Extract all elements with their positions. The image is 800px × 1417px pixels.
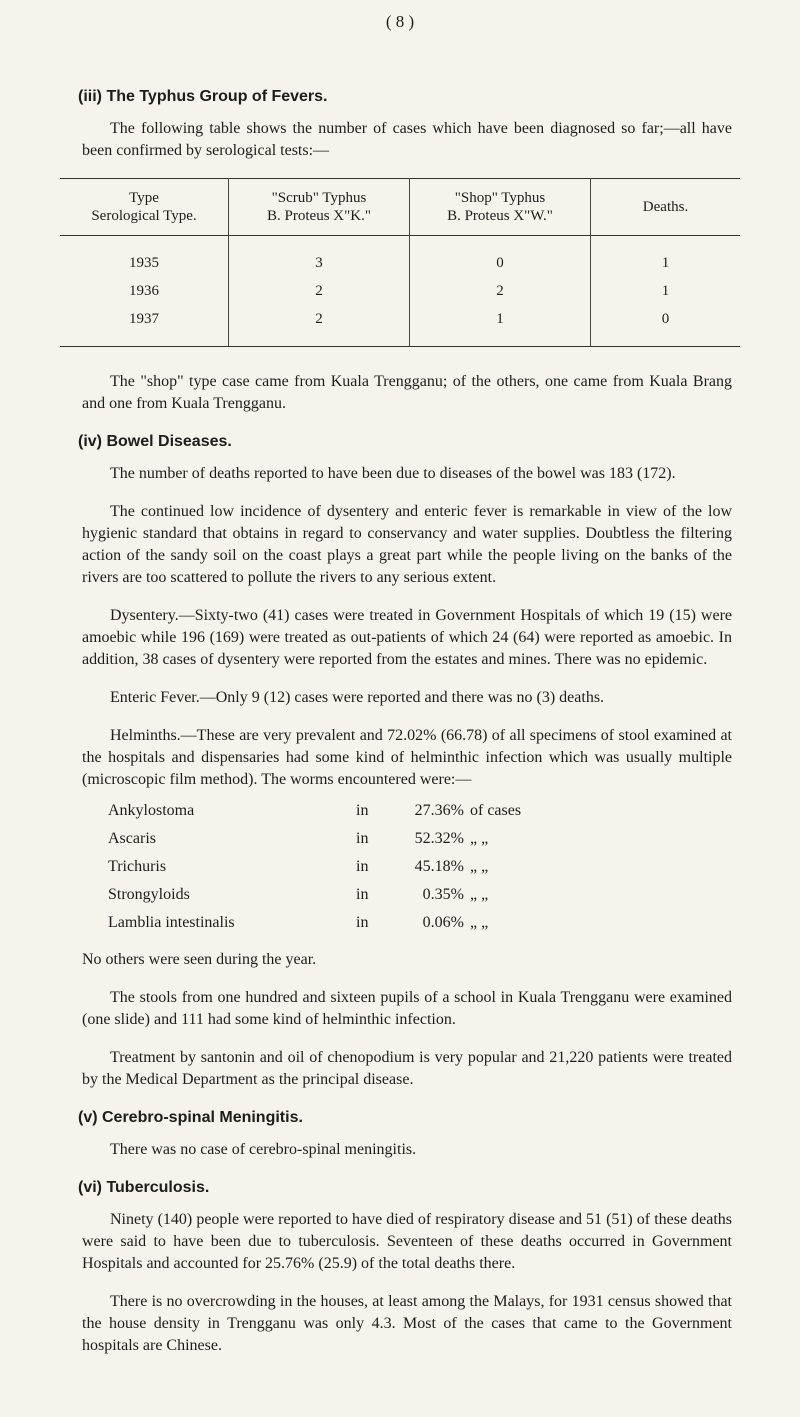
worm-in: in <box>356 886 369 903</box>
meningitis-heading: (v) Cerebro-spinal Meningitis. <box>78 1109 303 1126</box>
cell-scrub: 2 <box>229 305 410 347</box>
worm-percent: 45.18% <box>414 858 464 875</box>
header-type-line2: Serological Type. <box>91 208 197 224</box>
worm-name: Ankylostoma <box>108 802 195 819</box>
treatment-paragraph: Treatment by santonin and oil of chenopodium is very popular and 21,220 patients were treated by the Medical Department as the principal disease. <box>82 1049 732 1088</box>
worm-in: in <box>356 830 369 847</box>
page-content <box>78 86 732 1373</box>
header-scrub-line2: B. Proteus X"K." <box>267 208 371 224</box>
worm-percent: 0.35% <box>422 886 464 903</box>
header-scrub <box>229 179 410 236</box>
cell-shop: 0 <box>410 236 591 278</box>
cell-year: 1935 <box>60 236 229 278</box>
list-item <box>108 825 550 853</box>
worm-name: Trichuris <box>108 858 167 875</box>
bowel-heading: (iv) Bowel Diseases. <box>78 433 232 450</box>
page-number: ( 8 ) <box>385 12 415 31</box>
worm-percent: 27.36% <box>414 802 464 819</box>
header-shop-line2: B. Proteus X"W." <box>447 208 553 224</box>
typhus-cases-table <box>60 178 740 347</box>
school-stools-paragraph: The stools from one hundred and sixteen pupils of a school in Kuala Trengganu were examined (one slide) and 111 had some kind of helminthic infection. <box>82 989 732 1028</box>
cell-year: 1937 <box>60 305 229 347</box>
cell-deaths: 1 <box>661 283 670 299</box>
table-header-row <box>60 179 740 236</box>
helminths-paragraph: Helminths.—These are very prevalent and 72.02% (66.78) of all specimens of stool examined at the hospitals and dispensaries had some kind of helminthic infection which was usually multiple (microscopic film method). The worms encountered were:— <box>82 727 732 788</box>
list-item <box>108 853 550 881</box>
header-type <box>60 179 229 236</box>
cell-deaths: 1 <box>661 255 670 271</box>
worm-unit: „ „ <box>470 830 489 847</box>
meningitis-paragraph: There was no case of cerebro-spinal meningitis. <box>110 1141 417 1158</box>
bowel-paragraph: The number of deaths reported to have been due to diseases of the bowel was 183 (172). <box>110 465 676 482</box>
cell-year: 1936 <box>60 277 229 305</box>
header-scrub-line1: "Scrub" Typhus <box>271 190 367 206</box>
worm-name: Strongyloids <box>108 886 190 903</box>
worm-unit: of cases <box>470 802 522 819</box>
enteric-fever-paragraph: Enteric Fever.—Only 9 (12) cases were reported and there was no (3) deaths. <box>110 689 605 706</box>
list-item <box>108 797 550 825</box>
worm-name: Lamblia intestinalis <box>108 914 235 931</box>
tuberculosis-heading: (vi) Tuberculosis. <box>78 1179 210 1196</box>
table-row <box>60 236 740 278</box>
bowel-paragraph: The continued low incidence of dysentery and enteric fever is remarkable in view of the low hygienic standard that obtains in regard to conservancy and water supplies. Doubtless the filtering action of the sandy soil on the coast plays a great part while the people living on the banks of the rivers are too scattered to pollute the rivers to any serious extent. <box>82 503 732 586</box>
tuberculosis-paragraph: There is no overcrowding in the houses, at least among the Malays, for 1931 census showed that the house density in Trengganu was only 4.3. Most of the cases that came to the Government hospitals are Chinese. <box>82 1293 732 1354</box>
list-item <box>108 909 550 937</box>
worm-percent: 52.32% <box>414 830 464 847</box>
helminths-note: No others were seen during the year. <box>82 951 317 968</box>
worm-name: Ascaris <box>108 830 156 847</box>
worm-in: in <box>356 914 369 931</box>
table-row <box>60 305 740 347</box>
cell-scrub: 2 <box>229 277 410 305</box>
header-type-line1: Type <box>129 190 159 206</box>
header-shop <box>410 179 591 236</box>
cell-shop: 1 <box>410 305 591 347</box>
cell-deaths: 0 <box>591 305 741 347</box>
worm-in: in <box>356 858 369 875</box>
worm-unit: „ „ <box>470 886 489 903</box>
worm-in: in <box>356 802 369 819</box>
header-deaths: Deaths. <box>591 179 741 236</box>
table-row <box>60 277 740 305</box>
typhus-note: The "shop" type case came from Kuala Trengganu; of the others, one came from Kuala Brang and one from Kuala Trengganu. <box>82 373 732 412</box>
cell-scrub: 3 <box>229 236 410 278</box>
header-shop-line1: "Shop" Typhus <box>454 190 546 206</box>
helminth-list <box>108 797 550 937</box>
dysentery-paragraph: Dysentery.—Sixty-two (41) cases were treated in Government Hospitals of which 19 (15) were amoebic while 196 (169) were treated as out-patients of which 24 (64) were reported as amoebic. In addition, 38 cases of dysentery were reported from the estates and mines. There was no epidemic. <box>82 607 732 668</box>
worm-unit: „ „ <box>470 858 489 875</box>
list-item <box>108 881 550 909</box>
worm-percent: 0.06% <box>422 914 464 931</box>
typhus-heading: (iii) The Typhus Group of Fevers. <box>78 88 328 105</box>
tuberculosis-paragraph: Ninety (140) people were reported to have died of respiratory disease and 51 (51) of these deaths were said to have been due to tuberculosis. Seventeen of these deaths occurred in Government Hospitals and accounted for 25.76% (25.9) of the total deaths there. <box>82 1211 732 1272</box>
typhus-intro: The following table shows the number of cases which have been diagnosed so far;—all have been confirmed by serological tests:— <box>82 120 732 159</box>
cell-shop: 2 <box>410 277 591 305</box>
worm-unit: „ „ <box>470 914 489 931</box>
